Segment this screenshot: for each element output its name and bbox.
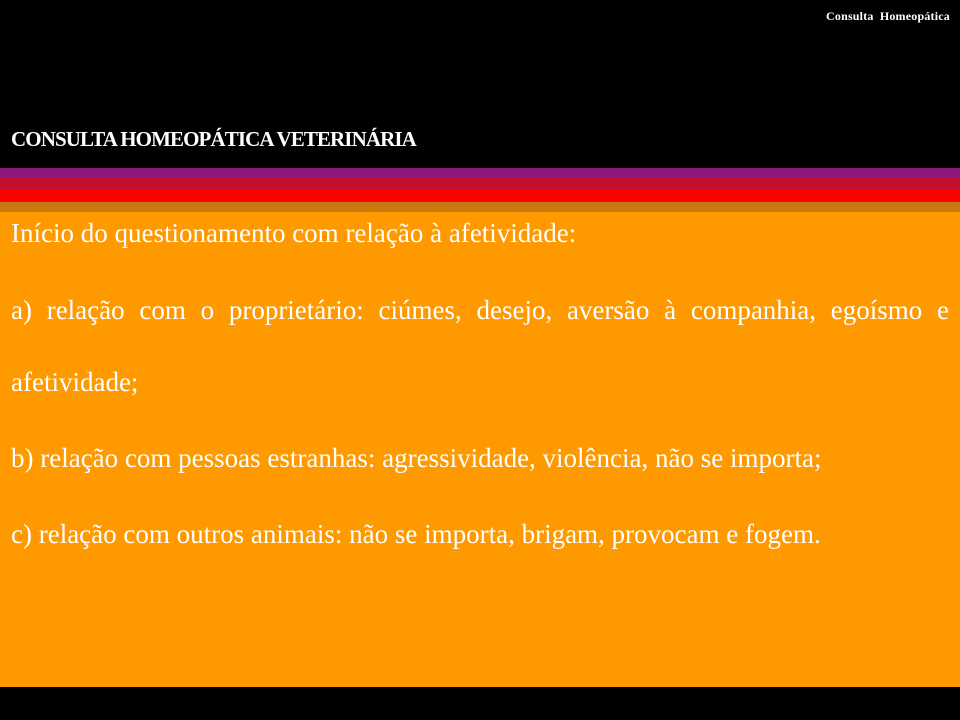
slide-title: CONSULTA HOMEOPÁTICA VETERINÁRIA	[11, 127, 416, 151]
content-panel	[0, 212, 960, 687]
stripe-red	[0, 190, 960, 202]
list-item-a: a) relação com o proprietário: ciúmes, desejo, aversão à companhia, egoísmo e afetividade;	[11, 295, 949, 397]
list-item-c: c) relação com outros animais: não se importa, brigam, provocam e fogem.	[11, 519, 821, 549]
header-label: Consulta Homeopática	[826, 9, 950, 23]
stripe-brown	[0, 202, 960, 212]
stripe-crimson	[0, 178, 960, 190]
intro-text: Início do questionamento com relação à afetividade:	[11, 218, 577, 248]
stripe-purple	[0, 168, 960, 178]
list-item-b: b) relação com pessoas estranhas: agressividade, violência, não se importa;	[11, 443, 822, 473]
